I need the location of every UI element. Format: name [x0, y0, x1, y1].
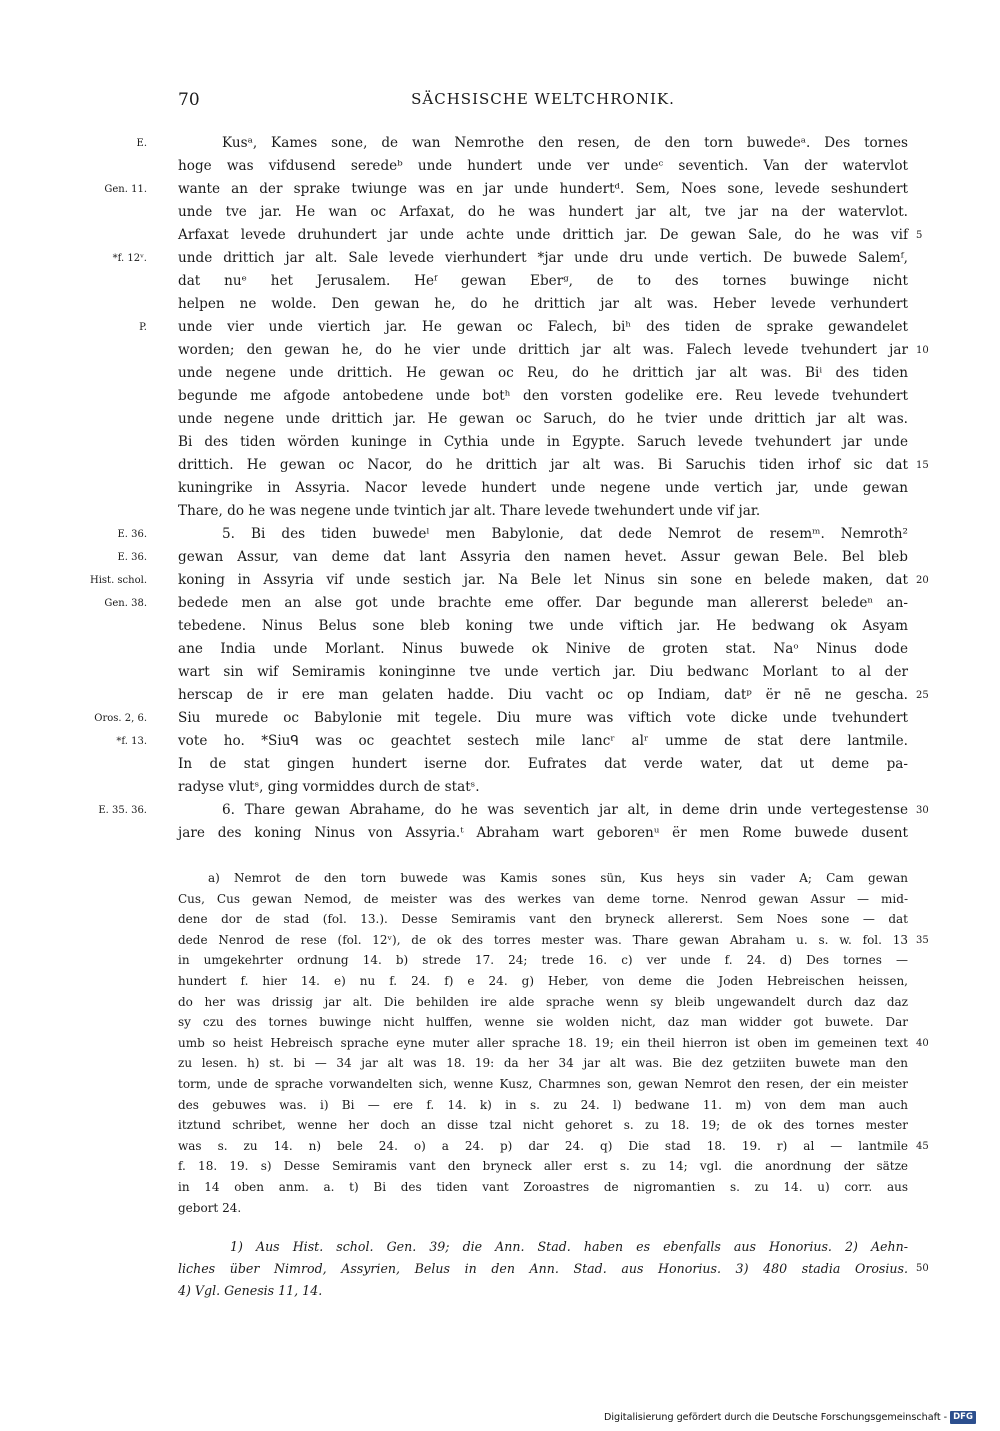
text-line	[0, 247, 1000, 270]
line-number: 15	[916, 460, 929, 471]
text-line	[0, 385, 1000, 408]
margin-reference: Oros. 2, 6.	[94, 713, 147, 724]
line-number: 20	[916, 575, 929, 586]
note-line	[0, 889, 1000, 910]
note-text: f. 18. 19. s) Desse Semiramis vant den bryneck aller erst s. zu 14; vgl. die anordnung der sätze	[178, 1159, 908, 1174]
note-line	[0, 971, 1000, 992]
note-text: gebort 24.	[178, 1200, 242, 1215]
text-line	[0, 477, 1000, 500]
line-text: koning in Assyria vif unde sestich jar. Na Bele let Ninus sin sone en belede maken, dat	[178, 572, 908, 588]
text-line	[0, 270, 1000, 293]
note-text: Cus, Cus gewan Nemod, de meister was des werkes van deme torne. Nenrod gewan Assur — mid-	[178, 891, 908, 906]
footnote-text: 4) Vgl. Genesis 11, 14.	[178, 1283, 323, 1298]
text-line	[0, 431, 1000, 454]
line-text: Siu murede oc Babylonie mit tegele. Diu mure was viftich vote dicke unde tvehundert	[178, 710, 908, 726]
line-text: dat nuᵉ het Jerusalem. Heᶠ gewan Eberᵍ, de to des tornes buwinge nicht	[178, 273, 908, 289]
page-header	[178, 90, 908, 116]
margin-reference: E. 36.	[117, 529, 147, 540]
line-text: wante an der sprake twiunge was en jar unde hundertᵈ. Sem, Noes sone, levede seshundert	[178, 181, 908, 197]
line-text: helpen ne wolde. Den gewan he, do he drittich jar alt was. Heber levede verhundert	[178, 296, 908, 312]
footnotes	[0, 1236, 1000, 1302]
credit-text: Digitalisierung gefördert durch die Deutsche Forschungsgemeinschaft -	[604, 1412, 948, 1423]
text-line	[0, 822, 1000, 845]
line-text: jare des koning Ninus von Assyria.ᵗ Abraham wart geborenᵘ ër men Rome buwede dusent	[178, 825, 908, 841]
note-line	[0, 1115, 1000, 1136]
note-line	[0, 1033, 1000, 1054]
note-line	[0, 1074, 1000, 1095]
line-text: unde negene unde drittich. He gewan oc Reu, do he drittich jar alt was. Biⁱ des tiden	[178, 365, 908, 381]
text-line	[0, 661, 1000, 684]
note-line	[0, 1177, 1000, 1198]
margin-reference: *f. 13.	[116, 736, 147, 747]
note-text: umb so heist Hebreisch sprache eyne muter aller sprache 18. 19; ein theil hierron ist oben im gemeinen text	[178, 1035, 908, 1050]
line-text: kuningrike in Assyria. Nacor levede hundert unde negene unde vertich jar, unde gewan	[178, 480, 908, 496]
text-line	[0, 408, 1000, 431]
text-line	[0, 201, 1000, 224]
line-number: 50	[916, 1263, 929, 1274]
text-line	[0, 684, 1000, 707]
note-line	[0, 909, 1000, 930]
text-line	[0, 362, 1000, 385]
note-text: torm, unde de sprache vorwandelten sich, wenne Kusz, Charmnes son, gewan Nemrot den resen, der ein meister	[178, 1076, 908, 1091]
note-text: in 14 oben anm. a. t) Bi des tiden vant Zoroastres de nigromantien s. zu 14. u) corr. aus	[178, 1179, 908, 1194]
line-text: bedede men an alse got unde brachte eme offer. Dar begunde man allererst beledeⁿ an-	[178, 595, 908, 611]
note-text: in umgekehrter ordnung 14. b) strede 17. 24; trede 16. c) ver unde f. 24. d) Des tornes —	[178, 953, 908, 968]
apparatus-notes	[0, 868, 1000, 1218]
footnote-text: 1) Aus Hist. schol. Gen. 39; die Ann. Stad. haben es ebenfalls aus Honorius. 2) Aehn-	[230, 1239, 908, 1254]
line-text: unde vier unde viertich jar. He gewan oc Falech, biʰ des tiden de sprake gewandelet	[178, 319, 908, 335]
line-text: ane India unde Morlant. Ninus buwede ok Ninive de groten stat. Naᵒ Ninus dode	[178, 641, 908, 657]
margin-reference: *f. 12ᵛ.	[112, 253, 147, 264]
page-number: 70	[178, 90, 200, 110]
text-line	[0, 799, 1000, 822]
line-text: 5. Bi des tiden buwedeˡ men Babylonie, dat dede Nemrot de resemᵐ. Nemroth²	[222, 526, 908, 542]
note-text: hundert f. hier 14. e) nu f. 24. f) e 24. g) Heber, von deme die Joden Hebreischen heissen,	[178, 973, 908, 988]
text-line	[0, 454, 1000, 477]
note-text: a) Nemrot de den torn buwede was Kamis sones sün, Kus heys sin vader A; Cam gewan	[208, 871, 908, 885]
line-number: 45	[916, 1140, 929, 1152]
text-line	[0, 523, 1000, 546]
note-text: itztund schribet, wenne her doch an disse tzal nicht gehoret s. zu 18. 19; de ok des tornes mester	[178, 1118, 908, 1133]
note-line	[0, 1053, 1000, 1074]
note-text: zu lesen. h) st. bi — 34 jar alt was 18. 19: da her 34 jar alt was. Bie dez getziiten buwete man den	[178, 1056, 908, 1071]
text-line	[0, 592, 1000, 615]
line-number: 35	[916, 934, 929, 946]
line-text: unde negene unde drittich jar. He gewan oc Saruch, do he tvier unde drittich jar alt was.	[178, 411, 908, 427]
line-number: 10	[916, 345, 929, 356]
margin-reference: E. 35. 36.	[98, 805, 147, 816]
line-text: tebedene. Ninus Belus sone bleb koning twe unde viftich jar. He bedwang ok Asyam	[178, 618, 908, 634]
line-text: 6. Thare gewan Abrahame, do he was seventich jar alt, in deme drin unde vertegestense	[222, 802, 908, 818]
line-text: gewan Assur, van deme dat lant Assyria den namen hevet. Assur gewan Bele. Bel bleb	[178, 549, 908, 565]
note-text: dene dor de stad (fol. 13.). Desse Semiramis vant den bryneck allererst. Sem Noes sone — dat	[178, 912, 908, 927]
dfg-logo: DFG	[950, 1411, 976, 1424]
main-text	[0, 132, 1000, 845]
text-line	[0, 155, 1000, 178]
running-title: SÄCHSISCHE WELTCHRONIK.	[411, 90, 675, 108]
note-text: sy czu des tornes buwinge nicht hulffen, wenne sie wolden nicht, daz man widder got buwete. Dar	[178, 1015, 908, 1030]
text-line	[0, 224, 1000, 247]
text-line	[0, 707, 1000, 730]
line-text: wart sin wif Semiramis koninginne tve unde vertich jar. Diu bedwanc Morlant to al der	[178, 664, 908, 680]
line-number: 30	[916, 805, 929, 816]
text-line	[0, 500, 1000, 523]
line-text: Bi des tiden wörden kuninge in Cythia unde in Egypte. Saruch levede tvehundert jar unde	[178, 434, 908, 450]
line-number: 40	[916, 1037, 929, 1049]
line-text: worden; den gewan he, do he vier unde drittich jar alt was. Falech levede tvehundert jar	[178, 342, 908, 358]
text-line	[0, 615, 1000, 638]
text-line	[0, 753, 1000, 776]
text-line	[0, 638, 1000, 661]
margin-reference: Hist. schol.	[90, 575, 147, 586]
note-text: des gebuwes was. i) Bi — ere f. 14. k) in s. zu 24. l) bedwane 11. m) von dem man auch	[178, 1097, 908, 1112]
line-text: unde drittich jar alt. Sale levede vierhundert *jar unde dru unde vertich. De buwede Salemᶠ,	[178, 250, 908, 266]
line-text: hoge was vifdusend seredeᵇ unde hundert unde ver undeᶜ seventich. Van der watervlot	[178, 158, 908, 174]
footnote-line	[0, 1280, 1000, 1302]
text-line	[0, 178, 1000, 201]
margin-reference: Gen. 11.	[104, 184, 147, 195]
footnote-line	[0, 1258, 1000, 1280]
text-line	[0, 293, 1000, 316]
note-line	[0, 992, 1000, 1013]
note-line	[0, 1012, 1000, 1033]
note-line	[0, 1095, 1000, 1116]
footnote-text: liches über Nimrod, Assyrien, Belus in den Ann. Stad. aus Honorius. 3) 480 stadia Orosius.	[178, 1261, 908, 1276]
note-text: dede Nenrod de rese (fol. 12ᵛ), de ok des torres mester was. Thare gewan Abraham u. s. w. fol. 13	[178, 932, 908, 947]
line-text: Kusᵃ, Kames sone, de wan Nemrothe den resen, de den torn buwedeᵃ. Des tornes	[222, 135, 908, 151]
margin-reference: E. 36.	[117, 552, 147, 563]
note-line	[0, 868, 1000, 889]
line-number: 5	[916, 230, 923, 241]
margin-reference: P.	[139, 322, 147, 333]
text-line	[0, 132, 1000, 155]
line-text: Thare, do he was negene unde tvintich jar alt. Thare levede twehundert unde vif jar.	[178, 503, 761, 519]
text-line	[0, 339, 1000, 362]
note-line	[0, 930, 1000, 951]
line-text: herscap de ir ere man gelaten hadde. Diu vacht oc op Indiam, datᵖ ër nē ne gescha.	[178, 687, 908, 703]
digitization-credit	[604, 1410, 976, 1426]
line-text: In de stat gingen hundert iserne dor. Eufrates dat verde water, dat ut deme pa-	[178, 756, 908, 772]
note-text: was s. zu 14. n) bele 24. o) a 24. p) dar 24. q) Die stad 18. 19. r) al — lantmile	[178, 1138, 908, 1153]
margin-reference: Gen. 38.	[104, 598, 147, 609]
note-line	[0, 950, 1000, 971]
text-line	[0, 776, 1000, 799]
line-text: unde tve jar. He wan oc Arfaxat, do he was hundert jar alt, tve jar na der watervlot.	[178, 204, 908, 220]
footnote-line	[0, 1236, 1000, 1258]
note-line	[0, 1156, 1000, 1177]
line-number: 25	[916, 690, 929, 701]
text-line	[0, 730, 1000, 753]
text-line	[0, 569, 1000, 592]
text-line	[0, 546, 1000, 569]
line-text: drittich. He gewan oc Nacor, do he drittich jar alt was. Bi Saruchis tiden irhof sic dat	[178, 457, 908, 473]
note-text: do her was drissig jar alt. Die behilden ire alde sprache wenn sy bleib ungewandelt durch daz daz	[178, 994, 908, 1009]
note-line	[0, 1136, 1000, 1157]
line-text: begunde me afgode antobedene unde botʰ den vorsten godelike ere. Reu levede tvehundert	[178, 388, 908, 404]
line-text: vote ho. *Siuᑫ was oc geachtet sestech mile lancʳ alʳ umme de stat dere lantmile.	[178, 733, 908, 749]
text-line	[0, 316, 1000, 339]
line-text: Arfaxat levede druhundert jar unde achte unde drittich jar. De gewan Sale, do he was vif	[178, 227, 908, 243]
line-text: radyse vlutˢ, ging vormiddes durch de statˢ.	[178, 779, 480, 795]
margin-reference: E.	[136, 138, 147, 149]
note-line	[0, 1198, 1000, 1219]
